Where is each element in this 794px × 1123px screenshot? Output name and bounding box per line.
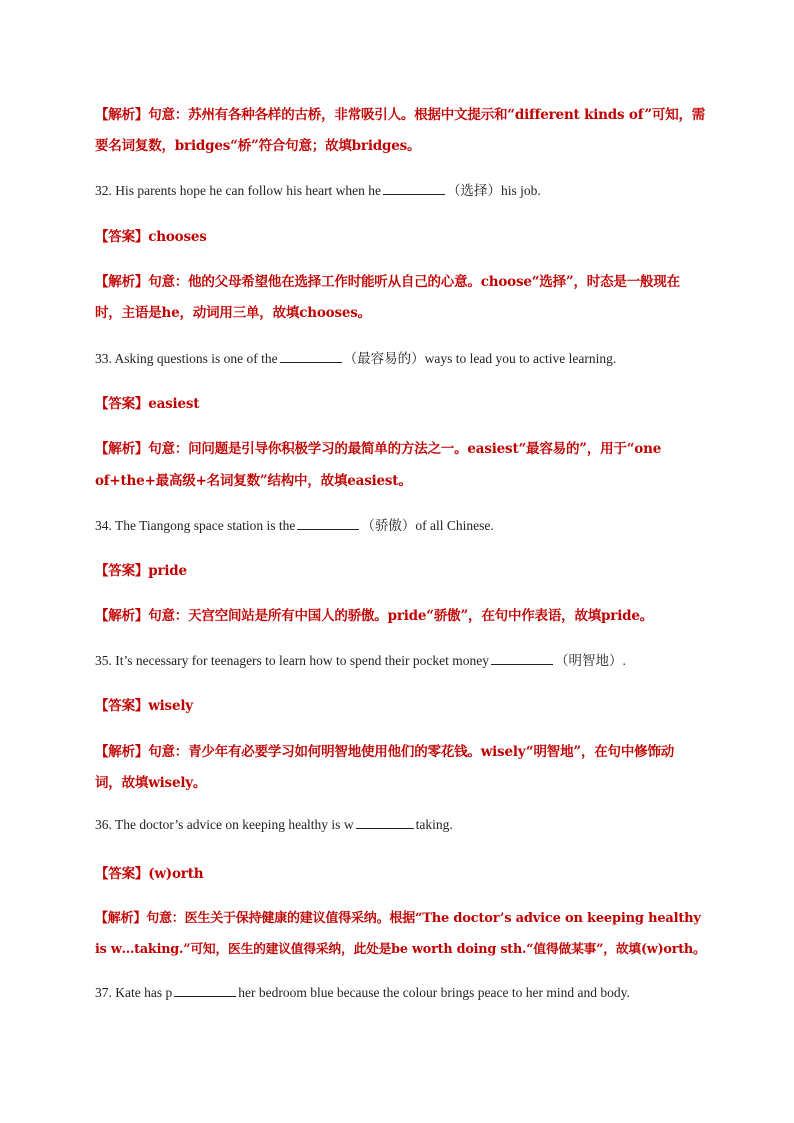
analysis-36-line2: is w…taking.”可知，医生的建议值得采纳，此处是be worth doing sth.“值得做某事”，故填(w)orth。 [95, 942, 706, 957]
question-text: 34. The Tiangong space station is the [95, 518, 296, 533]
answer-value: (w)orth [148, 866, 204, 882]
analysis-text: 句意：医生关于保持健康的建议值得采纳。根据“The doctor’s advice on keeping healthy [146, 911, 701, 926]
analysis-tag: 【解析】 [95, 744, 149, 760]
answer-blank [280, 350, 342, 363]
answer-value: wisely [148, 698, 193, 714]
answer-value: easiest [148, 396, 200, 412]
answer-34 [95, 559, 707, 579]
analysis-32-line2: 时，主语是he，动词用三单，故填chooses。 [95, 305, 371, 321]
analysis-tag: 【解析】 [95, 608, 149, 624]
answer-35 [95, 694, 707, 714]
analysis-32-line1 [95, 270, 707, 290]
question-text: 32. His parents hope he can follow his heart when he [95, 183, 382, 198]
analysis-35-line2: 词，故填wisely。 [95, 775, 207, 791]
analysis-text: 句意：苏州有各种各样的古桥，非常吸引人。根据中文提示和“different kinds of”可知，需 [148, 107, 706, 123]
question-text: 35. It’s necessary for teenagers to learn how to spend their pocket money [95, 653, 489, 668]
analysis-tag: 【解析】 [95, 441, 149, 457]
question-37 [95, 984, 707, 1001]
analysis-text: 句意：问问题是引导你积极学习的最简单的方法之一。easiest“最容易的”，用于“one [148, 441, 662, 457]
question-text-suffix: （明智地）. [555, 653, 626, 668]
question-text-suffix: （选择）his job. [447, 183, 541, 198]
question-text-suffix: taking. [415, 817, 453, 832]
question-text: 37. Kate has p [95, 985, 173, 1000]
answer-33 [95, 392, 707, 412]
analysis-35-line1 [95, 740, 707, 760]
analysis-33-line1 [95, 437, 707, 457]
analysis-tag: 【解析】 [95, 107, 149, 123]
answer-36 [95, 862, 707, 882]
analysis-33-line2: of+the+最高级+名词复数”结构中，故填easiest。 [95, 473, 412, 489]
answer-tag: 【答案】 [95, 563, 149, 579]
analysis-text: 句意：他的父母希望他在选择工作时能听从自己的心意。choose“选择”，时态是一般现在 [148, 274, 680, 290]
question-text-suffix: （骄傲）of all Chinese. [361, 518, 494, 533]
answer-blank [491, 652, 553, 665]
answer-tag: 【答案】 [95, 698, 149, 714]
question-text: 36. The doctor’s advice on keeping healthy is w [95, 817, 354, 832]
question-text-suffix: her bedroom blue because the colour brings peace to her mind and body. [238, 985, 630, 1000]
analysis-text: 句意：天宫空间站是所有中国人的骄傲。pride“骄傲”，在句中作表语，故填pride。 [148, 608, 654, 624]
answer-blank [383, 182, 445, 195]
question-text-suffix: （最容易的）ways to lead you to active learning. [343, 351, 617, 366]
question-36 [95, 816, 707, 833]
question-text: 33. Asking questions is one of the [95, 351, 278, 366]
analysis-36-line1 [95, 907, 707, 926]
question-33 [95, 347, 707, 367]
answer-value: chooses [148, 229, 207, 245]
answer-blank [297, 517, 359, 530]
question-35 [95, 649, 707, 669]
answer-tag: 【答案】 [95, 396, 149, 412]
analysis-text: 句意：青少年有必要学习如何明智地使用他们的零花钱。wisely“明智地”，在句中修饰动 [148, 744, 675, 760]
analysis-31-line2: 要名词复数，bridges“桥”符合句意；故填bridges。 [95, 138, 421, 154]
answer-tag: 【答案】 [95, 866, 149, 882]
answer-32 [95, 225, 707, 245]
analysis-34-line1 [95, 604, 707, 624]
analysis-31-line1 [95, 103, 707, 123]
question-32 [95, 179, 707, 199]
question-34 [95, 514, 707, 534]
analysis-tag: 【解析】 [95, 274, 149, 290]
answer-tag: 【答案】 [95, 229, 149, 245]
analysis-tag: 【解析】 [95, 911, 147, 926]
answer-value: pride [148, 563, 187, 579]
answer-blank [174, 984, 236, 997]
answer-blank [356, 816, 414, 829]
